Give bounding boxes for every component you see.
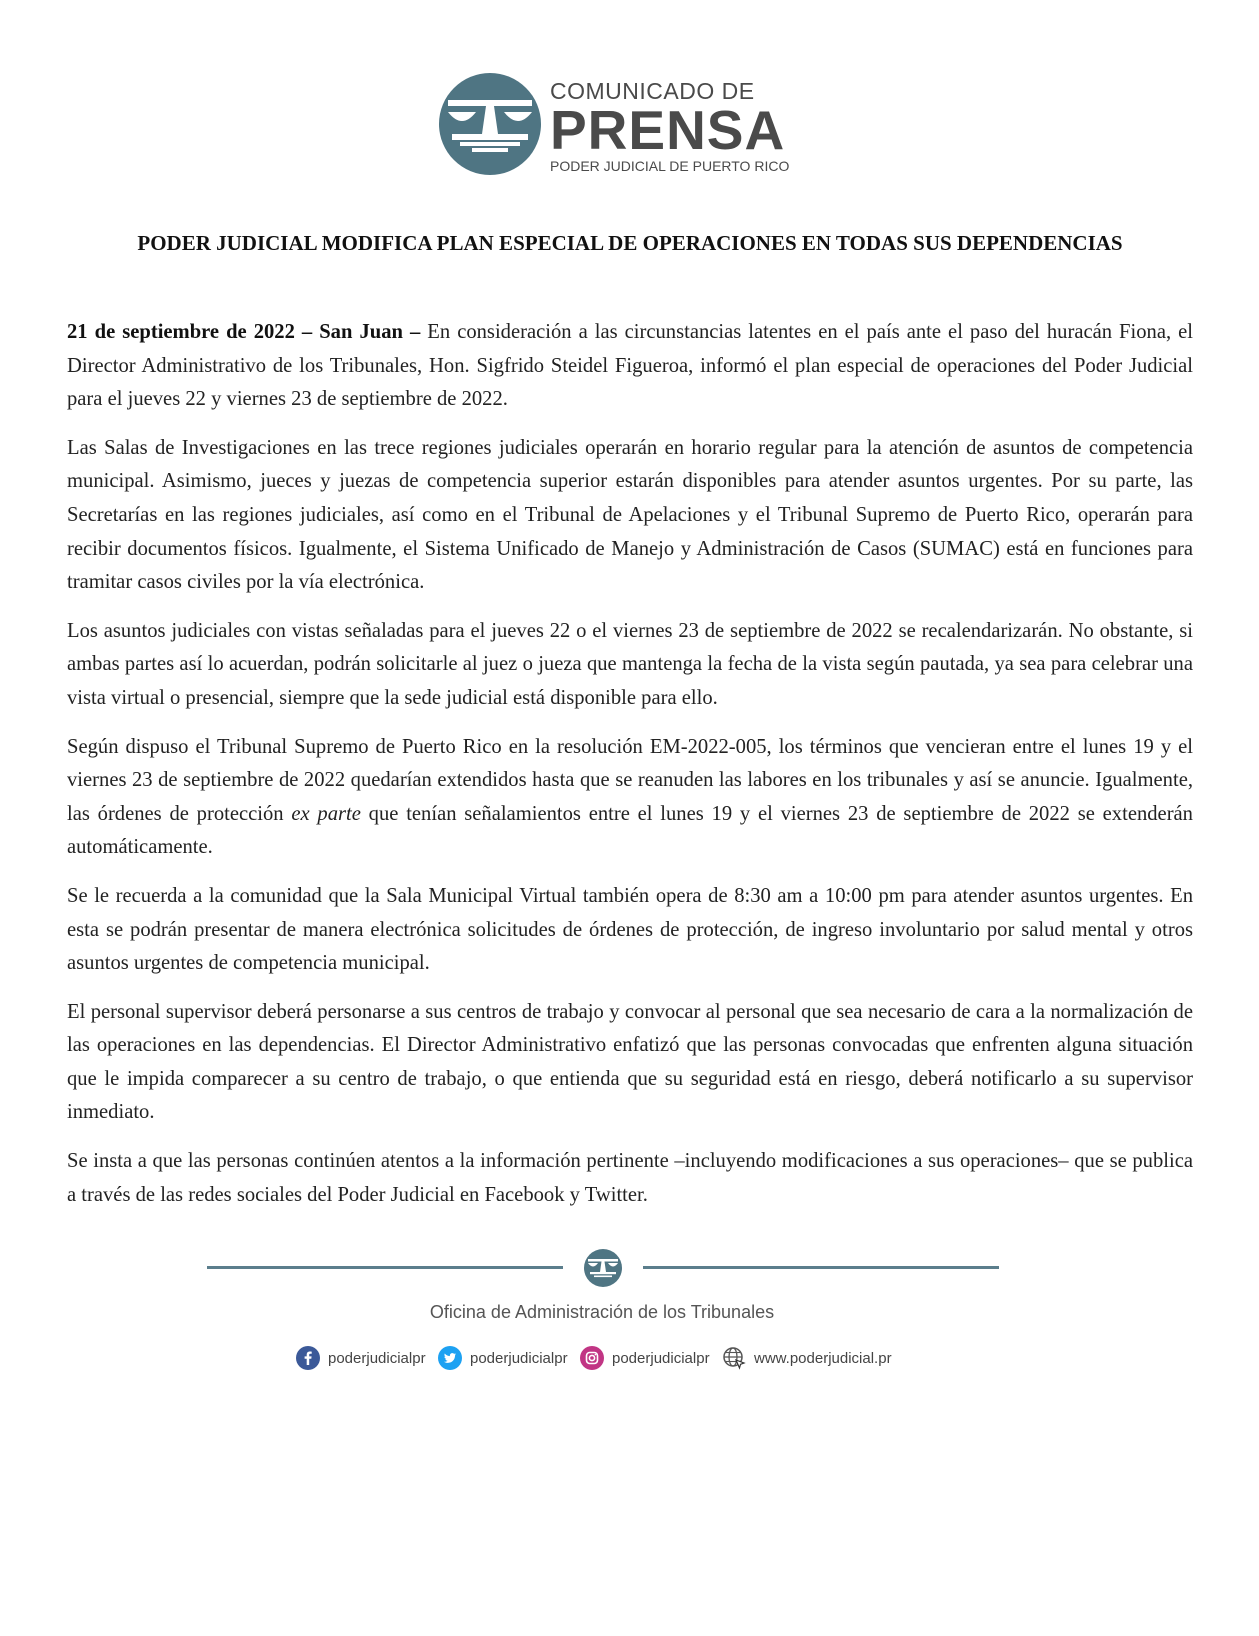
social-instagram[interactable] <box>580 1345 710 1371</box>
twitter-handle: poderjudicialpr <box>470 1349 568 1367</box>
paragraph-1-text: En consideración a las circunstancias latentes en el país ante el paso del huracán Fiona, el Director Administrativo de los Tribunales, Hon. Sigfrido Steidel Figueroa, informó el plan especial de operaciones del Poder Judicial para el jueves 22 y viernes 23 de septiembre de 2022. <box>67 321 1193 411</box>
paragraph-4 <box>67 731 1193 865</box>
paragraph-4-text-b: que tenían señalamientos entre el lunes 19 y el viernes 23 de septiembre de 2022 se extenderán automáticamente. <box>67 802 1193 859</box>
paragraph-5: Se le recuerda a la comunidad que la Sala Municipal Virtual también opera de 8:30 am a 10:00 pm para atender asuntos urgentes. En esta se podrán presentar de manera electrónica solicitudes de órdenes de protección, de ingreso involuntario por salud mental y otros asuntos urgentes de competencia municipal. <box>67 884 1193 975</box>
paragraph-3: Los asuntos judiciales con vistas señaladas para el jueves 22 o el viernes 23 de septiembre de 2022 se recalendarizarán. No obstante, si ambas partes así lo acuerdan, podrán solicitarle al juez o jueza que mantenga la fecha de la vista según pautada, ya sea para celebrar una vista virtual o presencial, siempre que la sede judicial está disponible para ello. <box>67 619 1193 709</box>
paragraph-1 <box>67 316 1193 417</box>
paragraph-4-italic: ex parte <box>291 802 361 825</box>
press-release-logo <box>438 72 788 180</box>
logo-line-prensa: PRENSA <box>550 99 786 161</box>
press-release-title: PODER JUDICIAL MODIFICA PLAN ESPECIAL DE OPERACIONES EN TODAS SUS DEPENDENCIAS <box>137 231 1123 255</box>
scales-of-justice-seal-icon <box>438 72 542 176</box>
logo-wordmark <box>550 78 790 174</box>
website-url: www.poderjudicial.pr <box>754 1349 892 1367</box>
footer-divider-left <box>207 1266 563 1269</box>
logo-line-comunicado: COMUNICADO DE <box>550 78 755 104</box>
globe-cursor-icon <box>722 1346 746 1370</box>
instagram-handle: poderjudicialpr <box>612 1349 710 1367</box>
paragraph-4-text-a: Según dispuso el Tribunal Supremo de Puerto Rico en la resolución EM-2022-005, los términos que vencieran entre el lunes 19 y el viernes 23 de septiembre de 2022 quedarían extendidos hasta que se reanuden las labores en los tribunales y así se anuncie. Igualmente, las órdenes de protección <box>67 735 1193 825</box>
twitter-icon <box>438 1346 462 1370</box>
paragraph-7: Se insta a que las personas continúen atentos a la información pertinente –incluyendo modificaciones a sus operaciones– que se publica a través de las redes sociales del Poder Judicial en Facebook y Twitter. <box>67 1150 1193 1206</box>
press-release-body <box>67 316 1193 1227</box>
paragraph-2: Las Salas de Investigaciones en las trece regiones judiciales operarán en horario regular para la atención de asuntos de competencia municipal. Asimismo, jueces y juezas de competencia superior estarán disponibles para atender asuntos urgentes. Por su parte, las Secretarías en las regiones judiciales, así como en el Tribunal de Apelaciones y el Tribunal Supremo de Puerto Rico, operarán para recibir documentos físicos. Igualmente, el Sistema Unificado de Manejo y Administración de Casos (SUMAC) está en funciones para tramitar casos civiles por la vía electrónica. <box>67 436 1193 594</box>
logo-line-poder-judicial: PODER JUDICIAL DE PUERTO RICO <box>550 158 790 174</box>
footer-scales-seal-icon <box>583 1248 623 1288</box>
dateline: 21 de septiembre de 2022 – San Juan – <box>67 321 421 343</box>
paragraph-6: El personal supervisor deberá personarse a sus centros de trabajo y convocar al personal que sea necesario de cara a la normalización de las operaciones en las dependencias. El Director Administrativo enfatizó que las personas convocadas que enfrenten alguna situación que le impida comparecer a su centro de trabajo, o que entienda que su seguridad está en riesgo, deberá notificarlo a su supervisor inmediato. <box>67 1000 1193 1124</box>
footer-divider-right <box>643 1266 999 1269</box>
footer-office-name: Oficina de Administración de los Tribunales <box>429 1302 775 1322</box>
facebook-icon <box>296 1346 320 1370</box>
social-facebook[interactable] <box>296 1345 426 1371</box>
facebook-handle: poderjudicialpr <box>328 1349 426 1367</box>
instagram-icon <box>580 1346 604 1370</box>
social-twitter[interactable] <box>438 1345 568 1371</box>
social-website[interactable] <box>722 1345 892 1371</box>
